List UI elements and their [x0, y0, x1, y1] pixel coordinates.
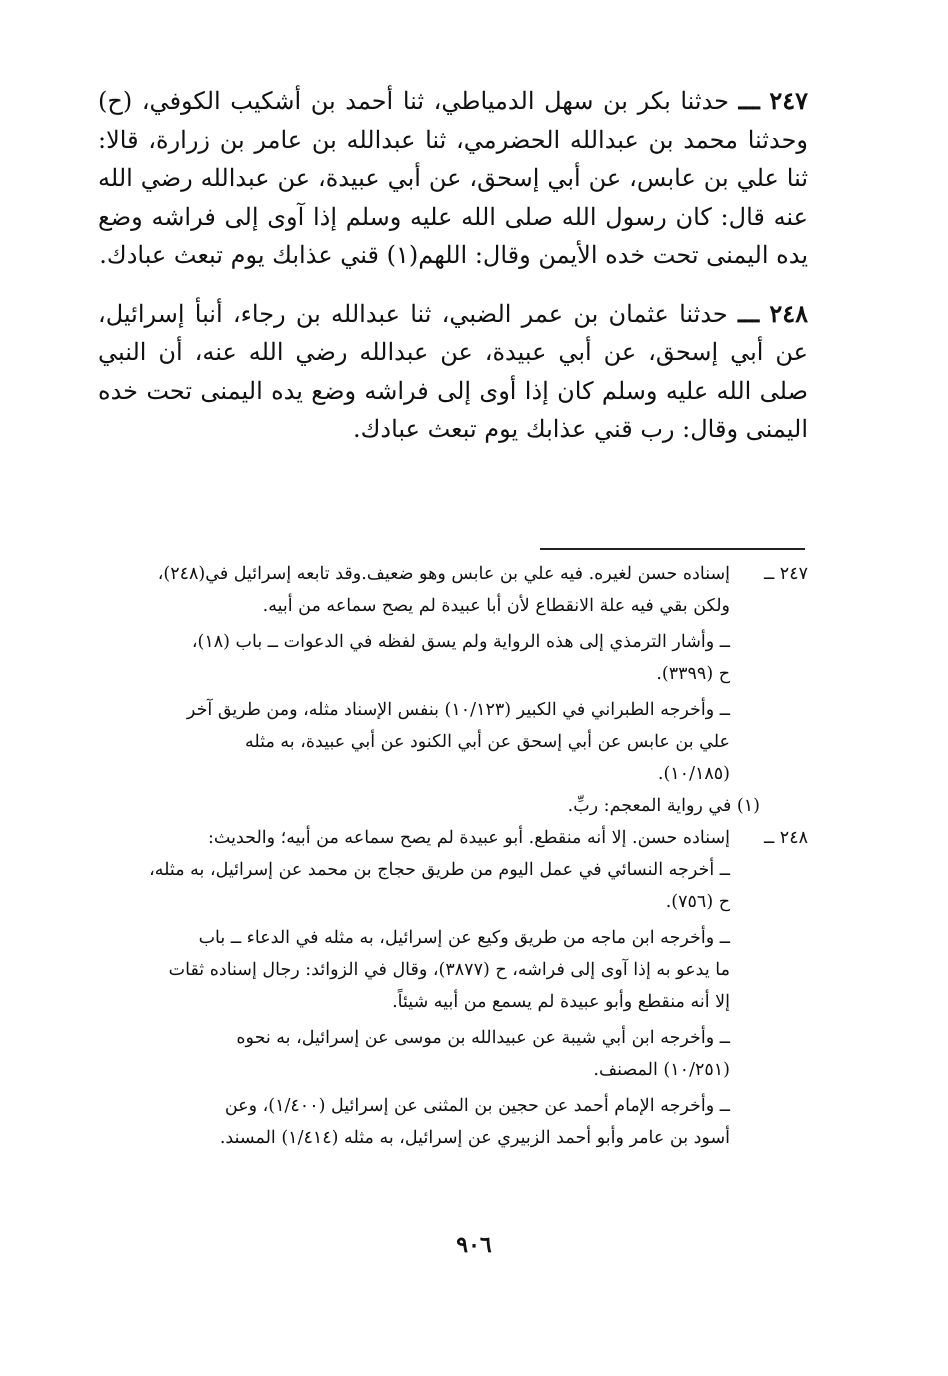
hadith-number: ٢٤٨: [769, 298, 809, 328]
note-line: (١٠/١٨٥).: [657, 764, 730, 784]
note-number: ٢٤٨ ــ: [763, 828, 808, 848]
note-line: ولكن بقي فيه علة الانقطاع لأن أبا عبيدة لم يصح سماعه من أبيه.: [262, 596, 730, 616]
footnotes-section: [98, 558, 808, 1154]
note-line: إسناده حسن لغيره. فيه علي بن عابس وهو ضعيف.وقد تابعه إسرائيل في(٢٤٨)،: [157, 564, 730, 584]
note-line: ــ وأخرجه الطبراني في الكبير (١٠/١٢٣) بنفس الإسناد مثله، ومن طريق آخر: [186, 700, 730, 720]
main-text: [98, 82, 808, 469]
footnote-separator: [540, 548, 805, 550]
note-line: أسود بن عامر وأبو أحمد الزبيري عن إسرائيل، به مثله (١/٤١٤) المسند.: [219, 1128, 730, 1148]
note-body: [98, 558, 730, 790]
note-line: ــ وأشار الترمذي إلى هذه الرواية ولم يسق لفظه في الدعوات ــ باب (١٨)،: [191, 632, 730, 652]
note-247: [98, 558, 808, 790]
hadith-dash: ـــ: [738, 86, 760, 115]
page-number: ٩٠٦: [456, 1232, 492, 1258]
hadith-number: ٢٤٧: [769, 86, 809, 115]
note-line: إلا أنه منقطع وأبو عبيدة لم يسمع من أبيه شيئاً.: [392, 992, 730, 1012]
note-line: ح (٧٥٦).: [665, 892, 730, 912]
note-line: علي بن عابس عن أبي إسحق عن أبي الكنود عن أبي عبيدة، به مثله: [244, 732, 730, 752]
hadith-text: حدثنا عثمان بن عمر الضبي، ثنا عبدالله بن رجاء، أنبأ إسرائيل، عن أبي إسحق، عن أبي عبيدة، عن عبدالله رضي الله عنه، أن النبي صلى الله عليه وسلم كان إذا أوى إلى فراشه وضع يده اليمنى تحت خده اليمنى وقال: رب قني عذابك يوم تبعث عبادك.: [98, 299, 808, 443]
note-line: ــ وأخرجه ابن أبي شيبة عن عبيدالله بن موسى عن إسرائيل، به نحوه: [236, 1028, 730, 1048]
note-line: ــ وأخرجه ابن ماجه من طريق وكيع عن إسرائيل، به مثله في الدعاء ــ باب: [198, 928, 730, 948]
note-line: إسناده حسن. إلا أنه منقطع. أبو عبيدة لم يصح سماعه من أبيه؛ والحديث:: [208, 828, 730, 848]
hadith-247: [98, 82, 808, 275]
note-line: ما يدعو به إذا آوى إلى فراشه، ح (٣٨٧٧)، وقال في الزوائد: رجال إسناده ثقات: [168, 960, 730, 980]
note-line: ــ وأخرجه الإمام أحمد عن حجين بن المثنى عن إسرائيل (١/٤٠٠)، وعن: [224, 1096, 730, 1116]
hadith-248: [98, 295, 808, 449]
note-body: [98, 822, 730, 1154]
note-line: ح (٣٣٩٩).: [656, 664, 730, 684]
footnote-1: (١) في رواية المعجم: ربِّ.: [567, 796, 760, 816]
hadith-text: حدثنا بكر بن سهل الدمياطي، ثنا أحمد بن أشكيب الكوفي، (ح) وحدثنا محمد بن عبدالله الحضرمي، ثنا عبدالله بن عامر بن زرارة، قالا: ثنا علي بن عابس، عن أبي إسحق، عن أبي عبيدة، عن عبدالله رضي الله عنه قال: كان رسول الله صلى الله عليه وسلم إذا آوى إلى فراشه وضع يده اليمنى تحت خده الأيمن وقال: اللهم(١) قني عذابك يوم تبعث عبادك.: [98, 87, 808, 269]
note-number: ٢٤٧ ــ: [763, 564, 808, 584]
hadith-dash: ـــ: [738, 298, 760, 328]
note-line: ــ أخرجه النسائي في عمل اليوم من طريق حجاج بن محمد عن إسرائيل، به مثله،: [149, 860, 730, 880]
note-248: [98, 822, 808, 1154]
note-line: (١٠/٢٥١) المصنف.: [593, 1060, 730, 1080]
